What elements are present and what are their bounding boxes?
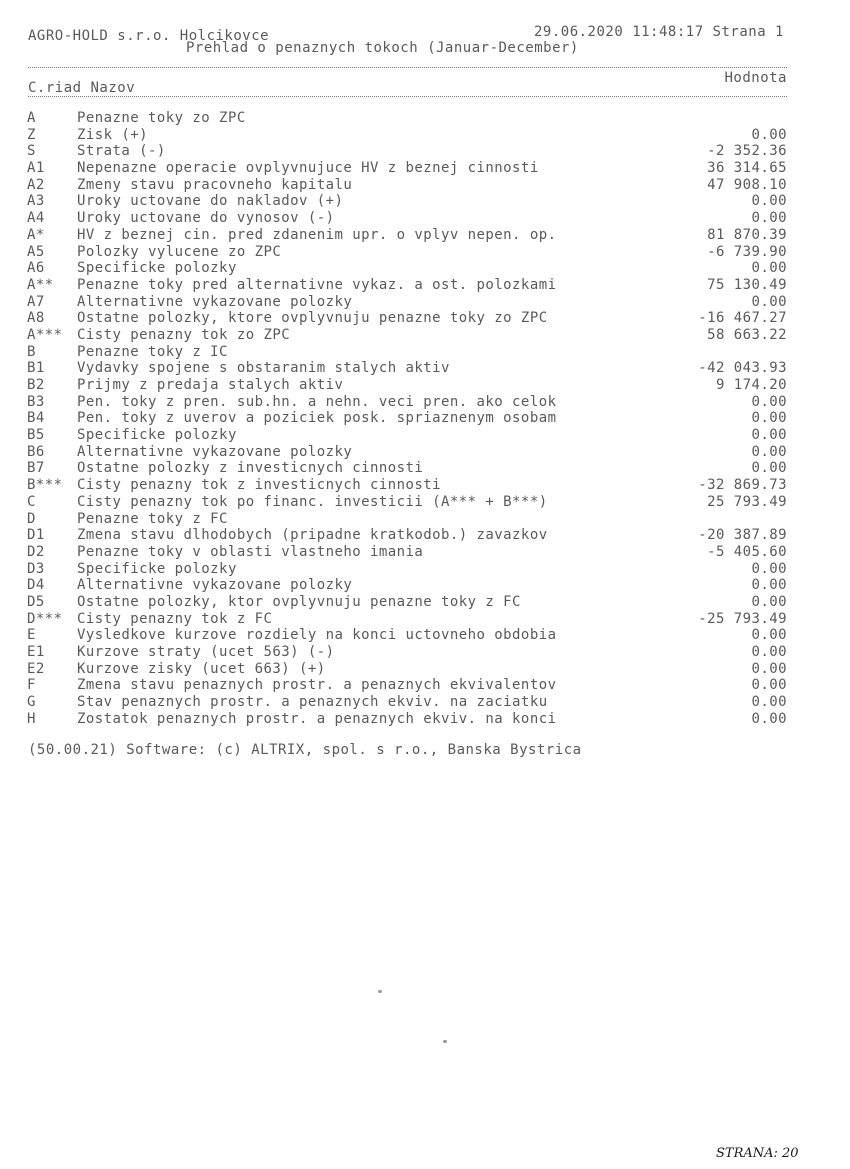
table-row — [27, 143, 787, 160]
row-value: -42 043.93 — [698, 360, 787, 377]
table-row — [27, 494, 787, 511]
row-label: Vysledkove kurzove rozdiely na konci uctovneho obdobia — [77, 627, 557, 644]
row-value: 0.00 — [751, 694, 787, 711]
row-label: Stav penaznych prostr. a penaznych ekviv. na zaciatku — [77, 694, 548, 711]
row-value: 0.00 — [751, 293, 787, 310]
row-label: Specificke polozky — [77, 560, 237, 577]
row-value: 0.00 — [751, 560, 787, 577]
table-row — [27, 160, 787, 177]
row-code: B4 — [27, 410, 45, 427]
row-label: Penazne toky zo ZPC — [77, 110, 246, 126]
row-value: 0.00 — [751, 644, 787, 660]
row-label: Uroky uctovane do vynosov (-) — [77, 210, 335, 227]
table-row — [27, 477, 787, 494]
row-code: B7 — [27, 460, 45, 477]
row-label: Pen. toky z uverov a poziciek posk. spriaznenym osobam — [77, 410, 557, 427]
table-row — [27, 193, 787, 210]
row-value: 75 130.49 — [707, 276, 787, 293]
row-label: Zmena stavu penaznych prostr. a penaznych ekvivalentov — [77, 677, 557, 694]
row-value: 0.00 — [751, 577, 787, 594]
table-row — [27, 344, 787, 361]
scan-speck — [443, 1040, 447, 1043]
table-row — [27, 611, 787, 628]
row-label: Nepenazne operacie ovplyvnujuce HV z beznej cinnosti — [77, 160, 539, 177]
report-table — [27, 110, 787, 727]
row-value: 0.00 — [751, 193, 787, 210]
row-value: -2 352.36 — [707, 143, 787, 160]
row-label: Cisty penazny tok z FC — [77, 610, 273, 627]
table-row — [27, 110, 787, 127]
row-code: G — [27, 694, 36, 711]
table-row — [27, 210, 787, 227]
table-row — [27, 677, 787, 694]
header-divider — [28, 67, 787, 68]
column-header-row-name: C.riad Nazov — [28, 80, 136, 96]
row-label: Cisty penazny tok zo ZPC — [77, 326, 291, 343]
row-value: -32 869.73 — [698, 477, 787, 494]
column-header-value: Hodnota — [724, 70, 787, 86]
row-label: Kurzove straty (ucet 563) (-) — [77, 644, 335, 660]
row-code: D2 — [27, 543, 45, 560]
row-label: Penazne toky z FC — [77, 510, 228, 527]
row-label: Pen. toky z pren. sub.hn. a nehn. veci pren. ako celok — [77, 393, 557, 410]
row-code: F — [27, 677, 36, 694]
table-row — [27, 177, 787, 194]
print-datetime-page: 29.06.2020 11:48:17 Strana 1 — [533, 24, 784, 40]
row-label: Zisk (+) — [77, 126, 149, 143]
table-row — [27, 594, 787, 611]
table-row — [27, 377, 787, 394]
row-value: 0.00 — [751, 126, 787, 143]
row-label: Specificke polozky — [77, 427, 237, 444]
row-code: B3 — [27, 393, 45, 410]
row-code: A — [27, 110, 36, 126]
row-code: A1 — [27, 160, 45, 177]
table-row — [27, 294, 787, 311]
scan-speck — [378, 990, 382, 993]
table-row — [27, 227, 787, 244]
row-value: 47 908.10 — [707, 176, 787, 193]
row-code: A6 — [27, 260, 45, 277]
column-header-divider — [28, 96, 787, 97]
row-code: A8 — [27, 310, 45, 327]
table-row — [27, 460, 787, 477]
row-code: D*** — [27, 610, 63, 627]
row-label: Uroky uctovane do nakladov (+) — [77, 193, 344, 210]
row-code: A2 — [27, 176, 45, 193]
software-footer: (50.00.21) Software: (c) ALTRIX, spol. s r.o., Banska Bystrica — [28, 742, 582, 758]
row-value: -5 405.60 — [707, 543, 787, 560]
row-label: Ostatne polozky z investicnych cinnosti — [77, 460, 424, 477]
row-label: Cisty penazny tok z investicnych cinnosti — [77, 477, 442, 494]
row-label: Zmeny stavu pracovneho kapitalu — [77, 176, 353, 193]
row-value: 0.00 — [751, 427, 787, 444]
row-value: 0.00 — [751, 627, 787, 644]
row-value: 0.00 — [751, 660, 787, 677]
row-value: -20 387.89 — [698, 527, 787, 544]
row-value: 0.00 — [751, 710, 787, 727]
row-value: 0.00 — [751, 410, 787, 427]
table-row — [27, 277, 787, 294]
row-code: H — [27, 710, 36, 727]
table-row — [27, 360, 787, 377]
table-row — [27, 577, 787, 594]
row-value: 25 793.49 — [707, 493, 787, 510]
row-code: E — [27, 627, 36, 644]
table-row — [27, 561, 787, 578]
row-code: D4 — [27, 577, 45, 594]
table-row — [27, 544, 787, 561]
row-value: 36 314.65 — [707, 160, 787, 177]
row-code: E1 — [27, 644, 45, 660]
row-label: Cisty penazny tok po financ. investicii (A*** + B***) — [77, 493, 548, 510]
company-name: AGRO-HOLD s.r.o. Holcikovce — [28, 28, 270, 44]
row-code: D1 — [27, 527, 45, 544]
handwritten-page-note: STRANA: 20 — [716, 1146, 799, 1161]
row-code: S — [27, 143, 36, 160]
row-code: A* — [27, 226, 45, 243]
row-code: E2 — [27, 660, 45, 677]
table-row — [27, 244, 787, 261]
table-row — [27, 327, 787, 344]
row-code: D — [27, 510, 36, 527]
row-code: A5 — [27, 243, 45, 260]
row-label: Ostatne polozky, ktor ovplyvnuju penazne toky z FC — [77, 593, 521, 610]
row-code: B*** — [27, 477, 63, 494]
row-label: Vydavky spojene s obstaranim stalych aktiv — [77, 360, 450, 377]
row-code: B — [27, 343, 36, 360]
row-value: -16 467.27 — [698, 310, 787, 327]
row-value: 81 870.39 — [707, 226, 787, 243]
row-value: -25 793.49 — [698, 610, 787, 627]
row-label: HV z beznej cin. pred zdanenim upr. o vplyv nepen. op. — [77, 226, 557, 243]
row-value: 0.00 — [751, 443, 787, 460]
row-label: Penazne toky z IC — [77, 343, 228, 360]
row-code: D5 — [27, 593, 45, 610]
row-code: C — [27, 493, 36, 510]
row-value: 0.00 — [751, 393, 787, 410]
row-value: -6 739.90 — [707, 243, 787, 260]
row-value: 0.00 — [751, 593, 787, 610]
table-row — [27, 444, 787, 461]
row-label: Kurzove zisky (ucet 663) (+) — [77, 660, 326, 677]
row-label: Penazne toky v oblasti vlastneho imania — [77, 543, 424, 560]
table-row — [27, 310, 787, 327]
row-label: Ostatne polozky, ktore ovplyvnuju penazne toky zo ZPC — [77, 310, 548, 327]
report-title: Prehlad o penaznych tokoch (Januar-December) — [186, 40, 579, 56]
row-code: B6 — [27, 443, 45, 460]
row-value: 9 174.20 — [715, 377, 787, 393]
row-code: B2 — [27, 377, 45, 393]
row-value: 0.00 — [751, 677, 787, 694]
row-label: Specificke polozky — [77, 260, 237, 277]
row-value: 0.00 — [751, 460, 787, 477]
table-row — [27, 627, 787, 644]
row-label: Alternativne vykazovane polozky — [77, 293, 353, 310]
row-code: A4 — [27, 210, 45, 227]
row-code: D3 — [27, 560, 45, 577]
table-row — [27, 511, 787, 528]
row-code: A3 — [27, 193, 45, 210]
table-row — [27, 694, 787, 711]
row-label: Alternativne vykazovane polozky — [77, 443, 353, 460]
row-code: Z — [27, 126, 36, 143]
table-row — [27, 410, 787, 427]
row-label: Prijmy z predaja stalych aktiv — [77, 377, 344, 393]
row-value: 58 663.22 — [707, 326, 787, 343]
table-row — [27, 527, 787, 544]
row-value: 0.00 — [751, 260, 787, 277]
table-row — [27, 394, 787, 411]
row-value: 0.00 — [751, 210, 787, 227]
row-label: Polozky vylucene zo ZPC — [77, 243, 282, 260]
row-label: Zostatok penaznych prostr. a penaznych ekviv. na konci — [77, 710, 557, 727]
row-label: Alternativne vykazovane polozky — [77, 577, 353, 594]
row-code: A7 — [27, 293, 45, 310]
row-code: B5 — [27, 427, 45, 444]
row-label: Strata (-) — [77, 143, 166, 160]
table-row — [27, 260, 787, 277]
table-row — [27, 644, 787, 661]
row-code: B1 — [27, 360, 45, 377]
table-row — [27, 661, 787, 678]
table-row — [27, 127, 787, 144]
row-code: A*** — [27, 326, 63, 343]
row-code: A** — [27, 276, 54, 293]
table-row — [27, 427, 787, 444]
row-label: Zmena stavu dlhodobych (pripadne kratkodob.) zavazkov — [77, 527, 548, 544]
row-label: Penazne toky pred alternativne vykaz. a ost. polozkami — [77, 276, 557, 293]
table-row — [27, 711, 787, 728]
